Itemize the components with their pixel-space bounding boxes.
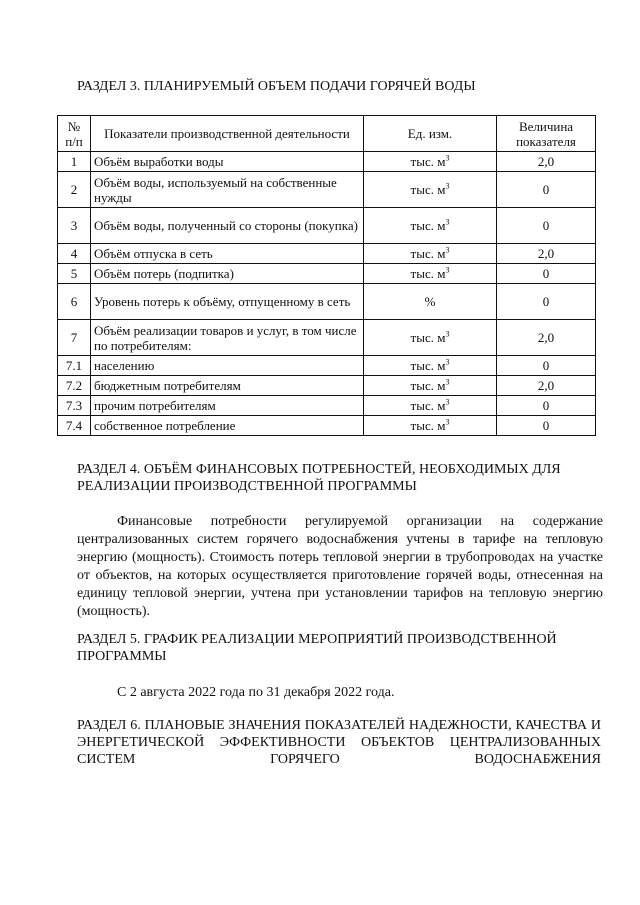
- unit-text: тыс. м: [410, 218, 446, 233]
- row-unit: [364, 320, 497, 356]
- row-number: 5: [58, 264, 91, 284]
- row-unit: [364, 284, 497, 320]
- row-value: 2,0: [497, 244, 596, 264]
- section-4-title: РАЗДЕЛ 4. ОБЪЁМ ФИНАНСОВЫХ ПОТРЕБНОСТЕЙ, НЕОБХОДИМЫХ ДЛЯ РЕАЛИЗАЦИИ ПРОИЗВОДСТВЕННОЙ ПРОГРАММЫ: [77, 462, 561, 494]
- row-indicator: Объём отпуска в сеть: [91, 244, 364, 264]
- unit-text: тыс. м: [410, 246, 446, 261]
- unit-superscript: 3: [445, 181, 450, 191]
- unit-superscript: 3: [445, 329, 450, 339]
- row-unit: [364, 152, 497, 172]
- row-unit: [364, 376, 497, 396]
- row-indicator: Объём воды, полученный со стороны (покупка): [91, 208, 364, 244]
- row-value: 0: [497, 264, 596, 284]
- table-row: [58, 172, 596, 208]
- row-value: 0: [497, 284, 596, 320]
- section-3-title: РАЗДЕЛ 3. ПЛАНИРУЕМЫЙ ОБЪЕМ ПОДАЧИ ГОРЯЧЕЙ ВОДЫ: [77, 79, 476, 94]
- table-row: [58, 152, 596, 172]
- row-indicator: Уровень потерь к объёму, отпущенному в сеть: [91, 284, 364, 320]
- unit-superscript: 3: [445, 397, 450, 407]
- row-unit: [364, 356, 497, 376]
- row-indicator: Объём воды, используемый на собственные нужды: [91, 172, 364, 208]
- table-row: [58, 264, 596, 284]
- row-indicator: Объём потерь (подпитка): [91, 264, 364, 284]
- unit-text: тыс. м: [410, 266, 446, 281]
- table-row: [58, 320, 596, 356]
- production-volume-table: [57, 115, 596, 436]
- row-unit: [364, 264, 497, 284]
- row-value: 0: [497, 416, 596, 436]
- row-value: 2,0: [497, 152, 596, 172]
- header-indicator: Показатели производственной деятельности: [91, 116, 364, 152]
- row-number: 7.1: [58, 356, 91, 376]
- unit-superscript: 3: [445, 417, 450, 427]
- unit-text: тыс. м: [410, 418, 446, 433]
- table-row: [58, 356, 596, 376]
- unit-superscript: 3: [445, 245, 450, 255]
- section-5-paragraph: С 2 августа 2022 года по 31 декабря 2022 года.: [117, 685, 395, 700]
- unit-text: тыс. м: [410, 182, 446, 197]
- table-row: [58, 416, 596, 436]
- unit-superscript: 3: [445, 217, 450, 227]
- row-number: 7: [58, 320, 91, 356]
- table-row: [58, 284, 596, 320]
- row-number: 7.2: [58, 376, 91, 396]
- unit-text: %: [424, 294, 436, 309]
- unit-superscript: 3: [445, 265, 450, 275]
- row-number: 6: [58, 284, 91, 320]
- table-row: [58, 244, 596, 264]
- row-unit: [364, 396, 497, 416]
- unit-text: тыс. м: [410, 378, 446, 393]
- row-indicator: Объём выработки воды: [91, 152, 364, 172]
- unit-superscript: 3: [445, 357, 450, 367]
- unit-text: тыс. м: [410, 154, 446, 169]
- unit-text: тыс. м: [410, 358, 446, 373]
- row-indicator: Объём реализации товаров и услуг, в том числе по потребителям:: [91, 320, 364, 356]
- row-number: 7.4: [58, 416, 91, 436]
- row-value: 0: [497, 172, 596, 208]
- row-unit: [364, 416, 497, 436]
- row-value: 2,0: [497, 320, 596, 356]
- row-unit: [364, 244, 497, 264]
- row-indicator: прочим потребителям: [91, 396, 364, 416]
- row-value: 0: [497, 356, 596, 376]
- header-unit: Ед. изм.: [364, 116, 497, 152]
- header-value: Величина показателя: [497, 116, 596, 152]
- row-number: 4: [58, 244, 91, 264]
- row-number: 3: [58, 208, 91, 244]
- row-indicator: бюджетным потребителям: [91, 376, 364, 396]
- row-indicator: собственное потребление: [91, 416, 364, 436]
- unit-superscript: 3: [445, 377, 450, 387]
- unit-text: тыс. м: [410, 398, 446, 413]
- row-number: 2: [58, 172, 91, 208]
- row-value: 0: [497, 396, 596, 416]
- table-row: [58, 376, 596, 396]
- row-number: 7.3: [58, 396, 91, 416]
- table-row: [58, 208, 596, 244]
- table-header-row: [58, 116, 596, 152]
- row-indicator: населению: [91, 356, 364, 376]
- row-unit: [364, 208, 497, 244]
- row-unit: [364, 172, 497, 208]
- row-value: 0: [497, 208, 596, 244]
- section-4-paragraph: Финансовые потребности регулируемой организации на содержание централизованных систем горячего водоснабжения учтены в тарифе на тепловую энергию (мощность). Стоимость потерь тепловой энергии в трубопроводах на участке от объектов, на которых осуществляется приготовление горячей воды, отнесенная на единицу тепловой энергии, учтена при установлении тарифов на тепловую энергию (мощность).: [77, 514, 603, 619]
- header-num: № п/п: [58, 116, 91, 152]
- row-number: 1: [58, 152, 91, 172]
- unit-text: тыс. м: [410, 330, 446, 345]
- table-row: [58, 396, 596, 416]
- section-6-title: РАЗДЕЛ 6. ПЛАНОВЫЕ ЗНАЧЕНИЯ ПОКАЗАТЕЛЕЙ НАДЕЖНОСТИ, КАЧЕСТВА И ЭНЕРГЕТИЧЕСКОЙ ЭФФЕКТИВНОСТИ ОБЪЕКТОВ ЦЕНТРАЛИЗОВАННЫХ СИСТЕМ ГОРЯЧЕГО ВОДОСНАБЖЕНИЯ: [77, 718, 601, 767]
- section-5-title: РАЗДЕЛ 5. ГРАФИК РЕАЛИЗАЦИИ МЕРОПРИЯТИЙ ПРОИЗВОДСТВЕННОЙ ПРОГРАММЫ: [77, 632, 557, 664]
- row-value: 2,0: [497, 376, 596, 396]
- unit-superscript: 3: [445, 153, 450, 163]
